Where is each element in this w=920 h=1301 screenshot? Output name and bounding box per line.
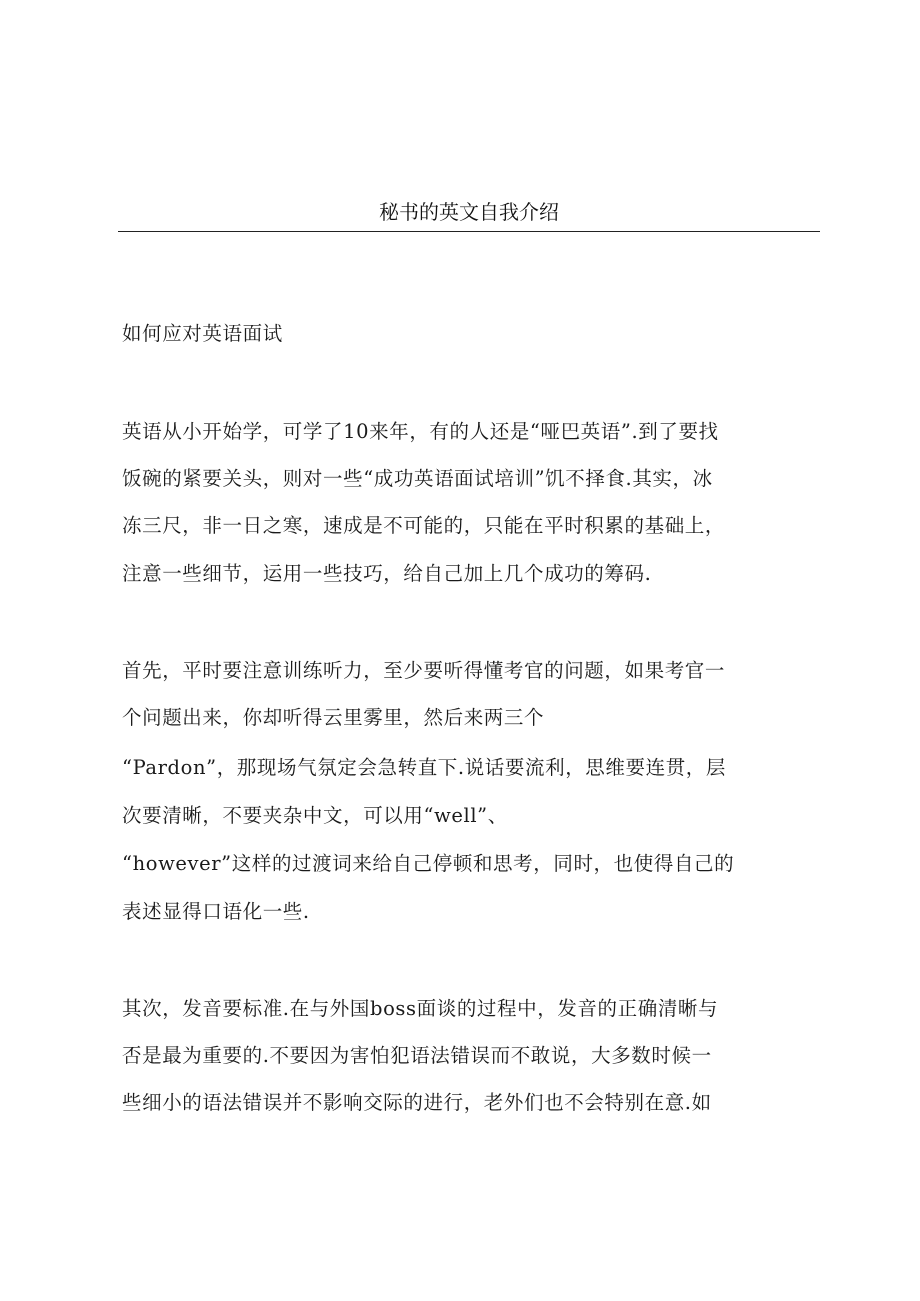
paragraph-3-line-3: 些细小的语法错误并不影响交际的进行，老外们也不会特别在意.如 [122, 1091, 712, 1114]
paragraph-3-line-1: 其次，发音要标准.在与外国boss面谈的过程中，发音的正确清晰与 [122, 997, 719, 1020]
paragraph-2-line-4: 次要清晰，不要夹杂中文，可以用“well”、 [122, 804, 508, 827]
paragraph-1-line-4: 注意一些细节，运用一些技巧，给自己加上几个成功的筹码. [122, 562, 652, 585]
paragraph-2-line-2: 个问题出来，你却听得云里雾里，然后来两三个 [122, 706, 545, 729]
paragraph-2-line-3: “Pardon”，那现场气氛定会急转直下.说话要流利，思维要连贯，层 [122, 756, 727, 779]
section-heading: 如何应对英语面试 [122, 322, 283, 345]
paragraph-2-line-5: “however”这样的过渡词来给自己停顿和思考，同时，也使得自己的 [122, 852, 735, 875]
paragraph-2-line-1: 首先，平时要注意训练听力，至少要听得懂考官的问题，如果考官一 [122, 659, 726, 682]
document-header [118, 196, 820, 232]
paragraph-1-line-2: 饭碗的紧要关头，则对一些“成功英语面试培训”饥不择食.其实，冰 [122, 467, 713, 490]
paragraph-1-line-3: 冻三尺，非一日之寒，速成是不可能的，只能在平时积累的基础上， [122, 514, 726, 537]
document-title: 秘书的英文自我介绍 [379, 200, 559, 224]
paragraph-1-line-1: 英语从小开始学，可学了10来年，有的人还是“哑巴英语”.到了要找 [122, 420, 719, 443]
paragraph-3-line-2: 否是最为重要的.不要因为害怕犯语法错误而不敢说，大多数时候一 [122, 1044, 712, 1067]
paragraph-2-line-6: 表述显得口语化一些. [122, 900, 310, 923]
